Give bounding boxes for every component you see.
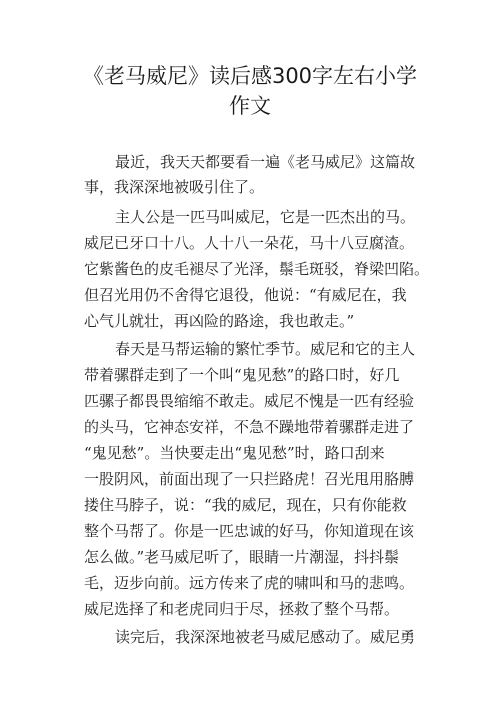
text-line: 怎么做。”老马威尼听了，眼睛一片潮湿，抖抖鬃 (84, 548, 400, 566)
text-line: 主人公是一匹马叫威尼，它是一匹杰出的马。 (115, 208, 416, 226)
text-line: 整个马帮了。你是一匹忠诚的好马，你知道现在该 (84, 522, 415, 540)
text-line: 它紫酱色的皮毛褪尽了光泽，鬃毛斑驳，脊梁凹陷。 (84, 260, 430, 278)
text-line: 带着骡群走到了一个叫“鬼见愁”的路口时，好几 (84, 366, 400, 384)
title-line-1: 《老马威尼》读后感300字左右小学 (82, 64, 418, 88)
text-line: 但召光用仍不舍得它退役，他说：“有威尼在，我 (84, 286, 407, 304)
text-line: 威尼选择了和老虎同归于尽，拯救了整个马帮。 (84, 600, 400, 618)
text-line: 搂住马脖子，说：“我的威尼，现在，只有你能救 (84, 496, 407, 514)
text-line: 匹骡子都畏畏缩缩不敢走。威尼不愧是一匹有经验 (84, 392, 415, 410)
text-line: 春天是马帮运输的繁忙季节。威尼和它的主人 (115, 340, 416, 358)
title-line-2: 作文 (229, 94, 271, 118)
text-line: 心气儿就壮，再凶险的路途，我也敢走。” (84, 312, 355, 330)
text-line: 毛，迈步向前。远方传来了虎的啸叫和马的悲鸣。 (84, 574, 415, 592)
text-line: 的头马，它神态安祥，不急不躁地带着骡群走进了 (84, 418, 415, 436)
text-line: 读完后，我深深地被老马威尼感动了。威尼勇 (115, 628, 416, 646)
text-line: “鬼见愁”。当快要走出“鬼见愁”时，路口刮来 (84, 444, 385, 462)
text-line: 最近，我天天都要看一遍《老马威尼》这篇故 (115, 153, 416, 171)
text-line: 事，我深深地被吸引住了。 (84, 178, 265, 196)
text-line: 威尼已牙口十八。人十八一朵花，马十八豆腐渣。 (84, 234, 415, 252)
text-line: 一股阴风，前面出现了一只拦路虎！召光甩用胳膊 (84, 470, 415, 488)
